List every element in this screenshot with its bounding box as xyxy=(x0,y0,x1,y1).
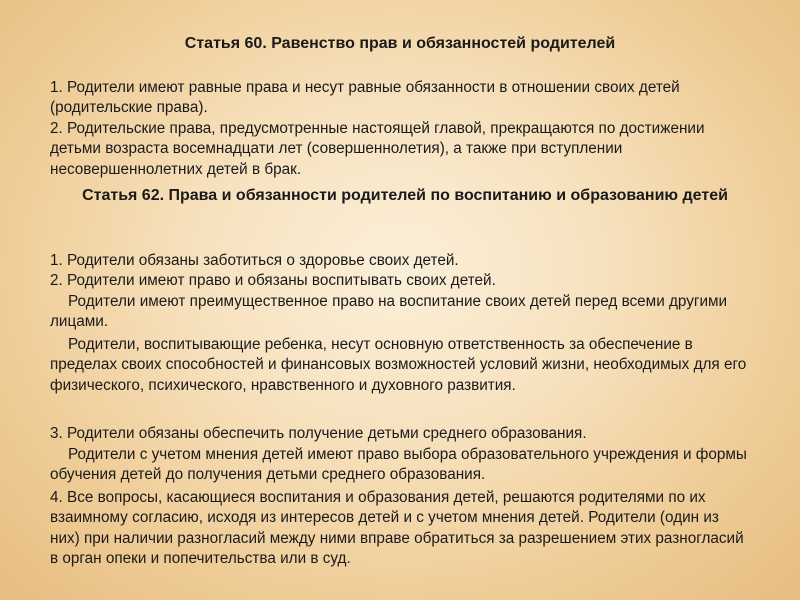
article-62-paragraph-5: 3. Родители обязаны обеспечить получение детьми среднего образования. xyxy=(50,425,587,442)
article-62-paragraph-6: Родители с учетом мнения детей имеют право выбора образовательного учреждения и формы обучения детей до получения детьми среднего образования. xyxy=(50,446,747,484)
article-62-title: Статья 62. Права и обязанности родителей по воспитанию и образованию детей xyxy=(82,187,728,204)
article-60-title: Статья 60. Равенство прав и обязанностей родителей xyxy=(184,35,616,52)
article-60-paragraph-1: 1. Родители имеют равные права и несут равные обязанности в отношении своих детей (родительские права). xyxy=(50,79,680,117)
article-62-paragraph-2: 2. Родители имеют право и обязаны воспитывать своих детей. xyxy=(50,272,496,289)
article-62-paragraph-4: Родители, воспитывающие ребенка, несут основную ответственность за обеспечение в пределах своих способностей и финансовых возможностей условий жизни, необходимых для его физического, психического, нравственного и духовного развития. xyxy=(50,336,747,394)
article-60-paragraph-2: 2. Родительские права, предусмотренные настоящей главой, прекращаются по достижении детьми возраста восемнадцати лет (совершеннолетия), а также при вступлении несовершеннолетних детей в брак. xyxy=(50,120,705,178)
article-62-paragraph-7: 4. Все вопросы, касающиеся воспитания и образования детей, решаются родителями по их взаимному согласию, исходя из интересов детей и с учетом мнения детей. Родители (один из них) при наличии разногласий между ними вправе обратиться за разрешением этих разногласий в орган опеки и попечительства или в суд. xyxy=(50,489,744,567)
article-62-paragraph-1: 1. Родители обязаны заботиться о здоровье своих детей. xyxy=(50,252,459,269)
article-62-paragraph-3: Родители имеют преимущественное право на воспитание своих детей перед всеми другими лицами. xyxy=(50,293,728,331)
